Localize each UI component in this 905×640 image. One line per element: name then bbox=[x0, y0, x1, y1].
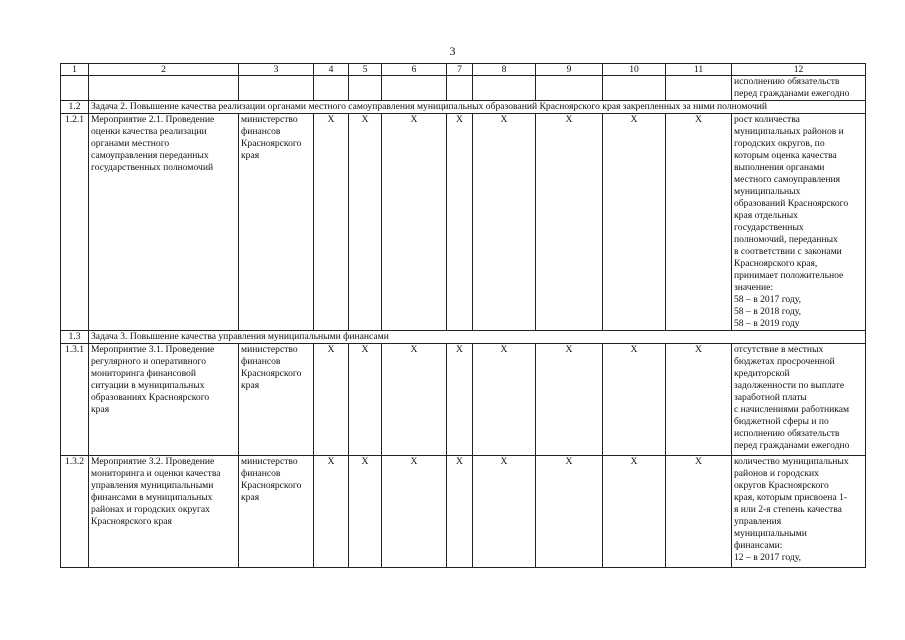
measure-name bbox=[89, 114, 239, 331]
row-number: 1.3 bbox=[61, 331, 89, 344]
header-cell: 2 bbox=[89, 64, 239, 76]
text-line: ситуации в муниципальных bbox=[91, 380, 205, 391]
text-line: министерство bbox=[241, 114, 298, 125]
header-cell: 1 bbox=[61, 64, 89, 76]
x-mark: Х bbox=[382, 114, 447, 331]
text-line: исполнению обязательств bbox=[734, 76, 840, 87]
x-mark: Х bbox=[536, 344, 603, 456]
text-line: края bbox=[241, 150, 260, 161]
text-line: количество муниципальных bbox=[734, 456, 849, 467]
x-mark: Х bbox=[314, 344, 349, 456]
text-line: Красноярского bbox=[241, 138, 302, 149]
header-cell: 9 bbox=[536, 64, 603, 76]
text-line: заработной платы bbox=[734, 392, 807, 403]
x-mark: Х bbox=[314, 456, 349, 568]
x-mark: Х bbox=[603, 456, 666, 568]
x-mark: Х bbox=[349, 114, 382, 331]
x-mark: Х bbox=[666, 456, 732, 568]
text-line: самоуправления переданных bbox=[91, 150, 209, 161]
text-line: местного самоуправления bbox=[734, 174, 841, 185]
row-number: 1.2.1 bbox=[61, 114, 89, 331]
text-line: 58 – в 2017 году, bbox=[734, 294, 802, 305]
measure-name bbox=[89, 456, 239, 568]
text-line: полномочий, переданных bbox=[734, 234, 838, 245]
text-line: края bbox=[241, 380, 260, 391]
text-line: значение: bbox=[734, 282, 774, 293]
text-line: районов и городских bbox=[734, 468, 819, 479]
text-line: выполнения органами bbox=[734, 162, 825, 173]
executor bbox=[239, 344, 314, 456]
text-line: Мероприятие 3.2. Проведение bbox=[91, 456, 215, 467]
text-line: бюджетной сферы и по bbox=[734, 416, 829, 427]
page-number: 3 bbox=[449, 44, 456, 58]
text-line: финансов bbox=[241, 356, 281, 367]
text-line: финансами: bbox=[734, 540, 783, 551]
result-cell bbox=[732, 76, 866, 101]
x-mark: Х bbox=[536, 456, 603, 568]
text-line: финансами в муниципальных bbox=[91, 492, 213, 503]
text-line: исполнению обязательств bbox=[734, 428, 840, 439]
row-number: 1.2 bbox=[61, 101, 89, 114]
text-line: бюджетах просроченной bbox=[734, 356, 835, 367]
header-cell: 7 bbox=[447, 64, 473, 76]
text-line: отсутствие в местных bbox=[734, 344, 824, 355]
text-line: края bbox=[241, 492, 260, 503]
measure-row-1-3-1 bbox=[61, 344, 866, 456]
text-line: 58 – в 2019 году bbox=[734, 318, 800, 329]
row-number: 1.3.2 bbox=[61, 456, 89, 568]
task-title: Задача 3. Повышение качества управления муниципальными финансами bbox=[89, 331, 866, 344]
executor bbox=[239, 456, 314, 568]
x-mark: Х bbox=[382, 344, 447, 456]
text-line: я или 2-я степень качества bbox=[734, 504, 842, 515]
text-line: мониторинга и оценки качества bbox=[91, 468, 221, 479]
text-line: мониторинга финансовой bbox=[91, 368, 196, 379]
text-line: принимает положительное bbox=[734, 270, 844, 281]
text-line: образований Красноярского bbox=[734, 198, 849, 209]
header-cell: 6 bbox=[382, 64, 447, 76]
x-mark: Х bbox=[473, 114, 536, 331]
text-line: государственных полномочий bbox=[91, 162, 214, 173]
continuation-row bbox=[61, 76, 866, 101]
x-mark: Х bbox=[382, 456, 447, 568]
text-line: управления bbox=[734, 516, 782, 527]
text-line: муниципальными bbox=[734, 528, 807, 539]
x-mark: Х bbox=[473, 344, 536, 456]
text-line: регулярного и оперативного bbox=[91, 356, 206, 367]
header-cell: 3 bbox=[239, 64, 314, 76]
header-cell: 11 bbox=[666, 64, 732, 76]
text-line: органами местного bbox=[91, 138, 170, 149]
task-row bbox=[61, 331, 866, 344]
text-line: в соответствии с законами bbox=[734, 246, 842, 257]
measure-name bbox=[89, 344, 239, 456]
text-line: управления муниципальными bbox=[91, 480, 214, 491]
result-cell bbox=[732, 114, 866, 331]
text-line: края, которым присвоена 1- bbox=[734, 492, 848, 503]
x-mark: Х bbox=[447, 114, 473, 331]
text-line: финансов bbox=[241, 126, 281, 137]
x-mark: Х bbox=[349, 344, 382, 456]
text-line: министерство bbox=[241, 344, 298, 355]
row-number: 1.3.1 bbox=[61, 344, 89, 456]
text-line: городских округов, по bbox=[734, 138, 825, 149]
text-line: края отдельных bbox=[734, 210, 798, 221]
x-mark: Х bbox=[447, 456, 473, 568]
text-line: Красноярского края bbox=[91, 516, 172, 527]
x-mark: Х bbox=[666, 344, 732, 456]
text-line: с начислениями работникам bbox=[734, 404, 850, 415]
header-cell: 12 bbox=[732, 64, 866, 76]
text-line: Красноярского bbox=[241, 368, 302, 379]
text-line: образованиях Красноярского bbox=[91, 392, 210, 403]
text-line: финансов bbox=[241, 468, 281, 479]
executor bbox=[239, 114, 314, 331]
text-line: районах и городских округах bbox=[91, 504, 210, 515]
result-cell bbox=[732, 456, 866, 568]
x-mark: Х bbox=[349, 456, 382, 568]
text-line: оценки качества реализации bbox=[91, 126, 207, 137]
text-line: округов Красноярского bbox=[734, 480, 829, 491]
text-line: 12 – в 2017 году, bbox=[734, 552, 802, 563]
x-mark: Х bbox=[473, 456, 536, 568]
text-line: Красноярского края, bbox=[734, 258, 818, 269]
measure-row-1-2-1 bbox=[61, 114, 866, 331]
text-line: рост количества bbox=[734, 114, 800, 125]
text-line: государственных bbox=[734, 222, 804, 233]
task-row bbox=[61, 101, 866, 114]
header-row bbox=[61, 64, 866, 76]
header-cell: 8 bbox=[473, 64, 536, 76]
text-line: муниципальных bbox=[734, 186, 801, 197]
text-line: задолженности по выплате bbox=[734, 380, 845, 391]
text-line: муниципальных районов и bbox=[734, 126, 844, 137]
x-mark: Х bbox=[666, 114, 732, 331]
header-cell: 10 bbox=[603, 64, 666, 76]
text-line: перед гражданами ежегодно bbox=[734, 440, 850, 451]
x-mark: Х bbox=[536, 114, 603, 331]
text-line: Мероприятие 3.1. Проведение bbox=[91, 344, 215, 355]
text-line: Красноярского bbox=[241, 480, 302, 491]
text-line: министерство bbox=[241, 456, 298, 467]
measure-row-1-3-2 bbox=[61, 456, 866, 568]
header-cell: 5 bbox=[349, 64, 382, 76]
measures-table bbox=[60, 63, 866, 568]
text-line: края bbox=[91, 404, 110, 415]
result-cell bbox=[732, 344, 866, 456]
header-cell: 4 bbox=[314, 64, 349, 76]
text-line: 58 – в 2018 году, bbox=[734, 306, 802, 317]
text-line: которым оценка качества bbox=[734, 150, 837, 161]
x-mark: Х bbox=[603, 114, 666, 331]
x-mark: Х bbox=[447, 344, 473, 456]
text-line: перед гражданами ежегодно bbox=[734, 88, 850, 99]
task-title: Задача 2. Повышение качества реализации органами местного самоуправления муниципальных образований Красноярского края закрепленных за ними полномочий bbox=[89, 101, 866, 114]
x-mark: Х bbox=[314, 114, 349, 331]
x-mark: Х bbox=[603, 344, 666, 456]
text-line: Мероприятие 2.1. Проведение bbox=[91, 114, 215, 125]
text-line: кредиторской bbox=[734, 368, 790, 379]
